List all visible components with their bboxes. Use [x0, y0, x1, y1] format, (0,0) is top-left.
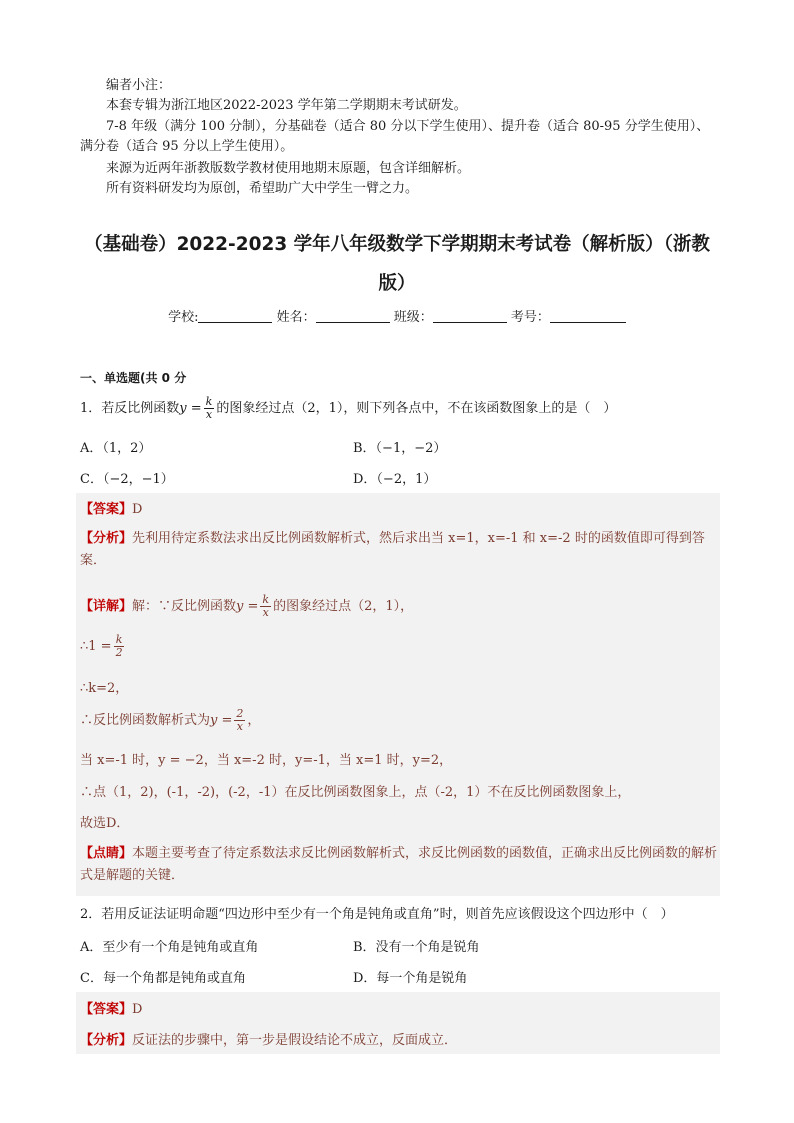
q1-detail1-lhs: y = [236, 599, 259, 614]
page-title-line2: 版） [378, 273, 416, 294]
exam-no-blank[interactable] [550, 309, 626, 323]
name-label: 姓名： [276, 310, 316, 325]
q2-option-c: C．每一个角都是钝角或直角 [80, 971, 246, 986]
editor-note-line3: 来源为近两年浙教版数学教材使用地期末原题，包含详细解析。 [106, 161, 471, 176]
q1-option-c: C．（−2，−1） [80, 472, 174, 487]
q1-detail1-num: k [262, 593, 270, 606]
q1-detail2-frac [114, 634, 125, 659]
q1-detail-line6: ∴点（1，2)，(-1，-2)，(-2，-1）在反比例函数图象上，点（-2，1）不在反比例函数图象上， [80, 785, 631, 800]
q1-detail4-num: 2 [236, 707, 244, 720]
q1-detail-line1 [80, 594, 413, 619]
editor-note-line1: 本套专辑为浙江地区2022-2023 学年第二学期期末考试研发。 [106, 98, 467, 113]
q1-option-d: D．（−2，1） [353, 472, 437, 487]
q1-analysis [80, 528, 720, 572]
q1-prefix: 1．若反比例函数 [80, 401, 180, 416]
q2-answer-value: D [132, 1002, 143, 1017]
q1-detail4-a: ∴反比例函数解析式为 [80, 713, 211, 728]
q1-detail4-frac [234, 708, 245, 733]
q1-detail-line2 [80, 634, 127, 659]
class-label: 班级： [393, 310, 433, 325]
page-title-line1: （基础卷）2022-2023 学年八年级数学下学期期末考试卷（解析版）（浙教 [84, 234, 710, 255]
name-blank[interactable] [316, 309, 390, 323]
q2-stem: 2．若用反证法证明命题“四边形中至少有一个角是钝角或直角”时，则首先应该假设这个四边形中（ ） [80, 907, 674, 922]
q1-detail-line4 [80, 708, 260, 733]
q1-analysis-text: 先利用待定系数法求出反比例函数解析式，然后求出当 x=1，x=-1 和 x=-2 时的函数值即可得到答案． [80, 531, 705, 568]
q1-answer-value: D [132, 502, 143, 517]
q1-detail1-a: 解：∵反比例函数 [132, 599, 237, 614]
q1-fraction [204, 396, 215, 421]
q1-detail-line5: 当 x=-1 时，y = −2，当 x=-2 时，y=-1，当 x=1 时，y=2， [80, 753, 453, 768]
q1-comment [80, 843, 720, 887]
q1-detail1-frac [260, 594, 271, 619]
q1-detail-line3: ∴k=2， [80, 681, 129, 696]
q2-answer-tag: 【答案】 [80, 1002, 133, 1017]
class-blank[interactable] [433, 309, 507, 323]
q1-detail2-den: 2 [115, 646, 123, 659]
editor-note-line4: 所有资料研发均为原创，希望助广大中学生一臂之力。 [106, 181, 419, 196]
school-label: 学校: [168, 310, 199, 325]
q1-frac-den: x [205, 408, 213, 421]
q1-answer-tag: 【答案】 [80, 502, 133, 517]
q1-answer [80, 498, 142, 517]
school-blank[interactable] [198, 309, 272, 323]
editor-note-heading: 编者小注： [106, 78, 172, 93]
q1-detail2-num: k [115, 633, 123, 646]
q1-detail1-b: 的图象经过点（2，1）， [273, 599, 414, 614]
section-heading: 一、单选题(共 0 分 [80, 371, 187, 385]
q1-detail4-den: x [236, 720, 243, 733]
q2-option-d: D．每一个角是锐角 [353, 971, 468, 986]
q1-analysis-tag: 【分析】 [80, 531, 133, 546]
q1-fn-lhs: y = [179, 401, 202, 416]
q1-frac-num: k [205, 395, 213, 408]
q1-comment-tag: 【点睛】 [80, 846, 133, 861]
q1-detail4-b: ， [247, 713, 261, 728]
q2-analysis [80, 1029, 457, 1048]
editor-note-line2: 7-8 年级（满分 100 分制），分基础卷（适合 80 分以下学生使用）、提升卷（适合 80-95 分学生使用）、满分卷（适合 95 分以上学生使用）。 [80, 119, 710, 154]
student-info-row [0, 306, 794, 325]
q2-option-a: A．至少有一个角是钝角或直角 [80, 940, 259, 955]
q1-detail1-den: x [262, 606, 269, 619]
q1-detail4-lhs: y = [210, 713, 233, 728]
q2-analysis-tag: 【分析】 [80, 1033, 133, 1048]
q1-suffix: 的图象经过点（2，1），则下列各点中，不在该函数图象上的是（ ） [216, 401, 617, 416]
q1-stem [80, 396, 616, 421]
exam-no-label: 考号： [510, 310, 550, 325]
q1-detail-line7: 故选D． [80, 816, 130, 831]
q1-detail-tag: 【详解】 [80, 599, 133, 614]
q2-answer [80, 998, 142, 1017]
q2-option-b: B．没有一个角是锐角 [353, 940, 480, 955]
q1-detail2-lhs: ∴1 = [80, 639, 112, 654]
q1-option-b: B．（−1，−2） [353, 441, 447, 456]
q2-analysis-text: 反证法的步骤中，第一步是假设结论不成立，反面成立． [132, 1033, 458, 1048]
q1-option-a: A．（1，2） [80, 441, 152, 456]
q1-comment-text: 本题主要考查了待定系数法求反比例函数解析式，求反比例函数的函数值，正确求出反比例函数的解析式是解题的关键． [80, 846, 718, 883]
